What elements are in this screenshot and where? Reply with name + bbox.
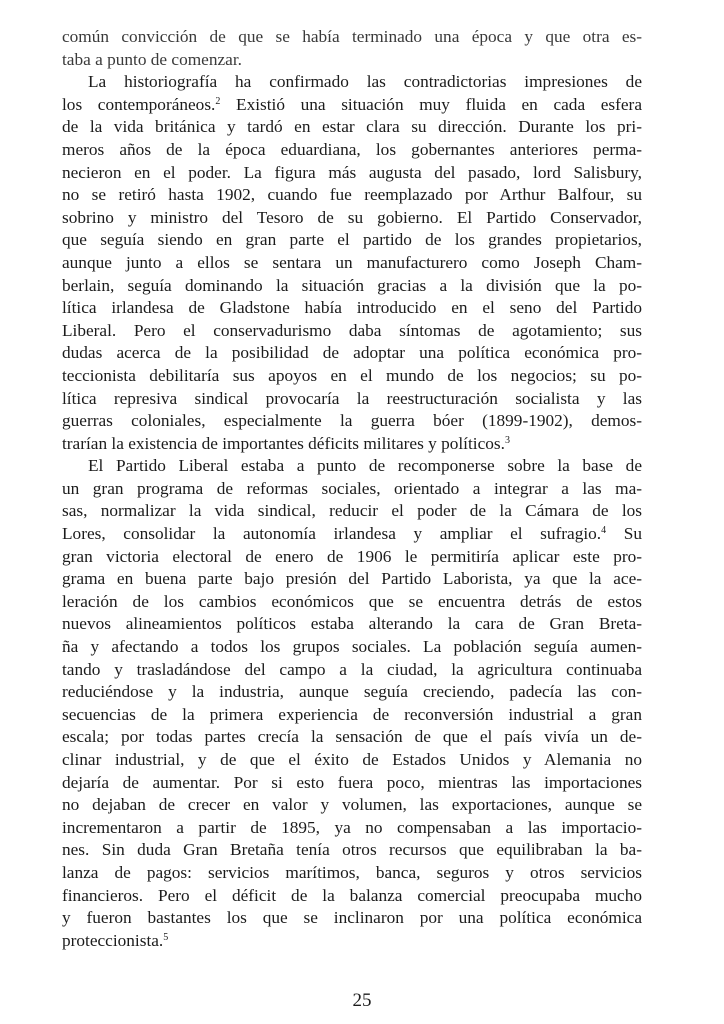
text-run: proteccionista. <box>62 930 164 950</box>
text-line <box>62 162 642 185</box>
text-run: los contemporáneos. <box>62 94 216 114</box>
text-line <box>62 207 642 230</box>
text-line <box>62 500 642 523</box>
text-run: secuencias de la primera experiencia de reconversión industrial a gran <box>62 704 642 724</box>
text-run: dejaría de aumentar. Por si esto fuera poco, mientras las importaciones <box>62 772 642 792</box>
text-run: aunque junto a ellos se sentara un manufacturero como Joseph Cham- <box>62 252 642 272</box>
text-run: un gran programa de reformas sociales, orientado a integrar a las ma- <box>62 478 642 498</box>
text-run: necieron en el poder. La figura más augusta del pasado, lord Salisbury, <box>62 162 642 182</box>
text-run: Su <box>606 524 642 544</box>
paragraph <box>62 455 642 952</box>
text-line <box>62 184 642 207</box>
footnote-ref[interactable]: 4 <box>601 525 607 537</box>
text-line <box>62 433 642 456</box>
text-line <box>62 636 642 659</box>
text-run: meros años de la época eduardiana, los gobernantes anteriores perma- <box>62 139 642 159</box>
text-run: Lores, consolidar la autonomía irlandesa y ampliar el sufragio. <box>62 524 602 544</box>
text-run: nes. Sin duda Gran Bretaña tenía otros recursos que equilibraban la ba- <box>62 840 642 860</box>
text-run: financieros. Pero el déficit de la balanza comercial preocupaba mucho <box>62 885 642 905</box>
text-line <box>62 342 642 365</box>
text-run: común convicción de que se había terminado una época y que otra es- <box>62 27 642 46</box>
text-run: guerras coloniales, especialmente la guerra bóer (1899-1902), demos- <box>62 411 642 431</box>
text-run: berlain, seguía dominando la situación gracias a la división que la po- <box>62 275 642 295</box>
text-line <box>62 26 642 49</box>
text-run: dudas acerca de la posibilidad de adoptar una política económica pro- <box>62 343 642 363</box>
text-line <box>62 388 642 411</box>
text-run: clinar industrial, y de que el éxito de Estados Unidos y Alemania no <box>62 750 642 769</box>
text-line <box>62 568 642 591</box>
text-run: leración de los cambios económicos que se encuentra detrás de estos <box>62 591 642 611</box>
text-line <box>62 297 642 320</box>
text-run: taba a punto de comenzar. <box>62 49 242 69</box>
footnote-ref[interactable]: 2 <box>215 95 221 107</box>
text-line <box>62 523 642 546</box>
text-line <box>62 94 642 117</box>
page-body <box>62 26 642 952</box>
text-line <box>62 49 642 72</box>
text-line <box>62 365 642 388</box>
text-line <box>62 546 642 569</box>
text-line <box>62 252 642 275</box>
text-run: no se retiró hasta 1902, cuando fue reemplazado por Arthur Balfour, su <box>62 185 642 205</box>
text-run: La historiografía ha confirmado las contradictorias impresiones de <box>88 72 642 92</box>
text-run: teccionista debilitaría sus apoyos en el mundo de los negocios; su po- <box>62 365 642 385</box>
text-run: gran victoria electoral de enero de 1906 le permitiría aplicar este pro- <box>62 546 642 566</box>
text-line <box>62 794 642 817</box>
text-run: sas, normalizar la vida sindical, reducir el poder de la Cámara de los <box>62 501 642 521</box>
page-number: 25 <box>352 990 372 1011</box>
text-line <box>62 116 642 139</box>
text-line <box>62 817 642 840</box>
footnote-ref[interactable]: 5 <box>163 931 169 943</box>
footnote-ref[interactable]: 3 <box>504 434 510 446</box>
text-run: de la vida británica y tardó en estar clara su dirección. Durante los pri- <box>62 117 642 137</box>
text-run: trarían la existencia de importantes déficits militares y políticos. <box>62 433 505 453</box>
text-run: y fueron bastantes los que se inclinaron por una política económica <box>62 908 642 928</box>
text-run: escala; por todas partes crecía la sensación de que el país vivía un de- <box>62 727 642 747</box>
text-line <box>62 930 642 953</box>
text-line <box>62 71 642 94</box>
text-run: ña y afectando a todos los grupos sociales. La población seguía aumen- <box>62 637 642 657</box>
text-run: Liberal. Pero el conservadurismo daba síntomas de agotamiento; sus <box>62 320 642 340</box>
text-line <box>62 591 642 614</box>
text-line <box>62 275 642 298</box>
text-line <box>62 659 642 682</box>
text-run: lítica represiva sindical provocaría la reestructuración socialista y las <box>62 388 642 408</box>
text-line <box>62 681 642 704</box>
text-line <box>62 749 642 772</box>
text-line <box>62 885 642 908</box>
text-line <box>62 455 642 478</box>
text-run: lítica irlandesa de Gladstone había introducido en el seno del Partido <box>62 298 642 318</box>
text-line <box>62 772 642 795</box>
text-run: sobrino y ministro del Tesoro de su gobierno. El Partido Conservador, <box>62 207 642 227</box>
text-line <box>62 907 642 930</box>
text-run: que seguía siendo en gran parte el partido de los grandes propietarios, <box>62 230 642 250</box>
text-line <box>62 704 642 727</box>
text-line <box>62 229 642 252</box>
text-line <box>62 139 642 162</box>
text-line <box>62 726 642 749</box>
text-line <box>62 320 642 343</box>
text-line <box>62 613 642 636</box>
text-run: no dejaban de crecer en valor y volumen, las exportaciones, aunque se <box>62 795 642 815</box>
text-line <box>62 478 642 501</box>
paragraph <box>62 71 642 455</box>
text-run: reduciéndose y la industria, aunque seguía creciendo, padecía las con- <box>62 682 642 702</box>
text-line <box>62 862 642 885</box>
text-line <box>62 839 642 862</box>
text-run: nuevos alineamientos políticos estaba alterando la cara de Gran Breta- <box>62 614 642 634</box>
text-run: El Partido Liberal estaba a punto de recomponerse sobre la base de <box>88 456 642 476</box>
text-run: Existió una situación muy fluida en cada esfera <box>220 94 642 114</box>
text-run: lanza de pagos: servicios marítimos, banca, seguros y otros servicios <box>62 862 642 882</box>
text-line <box>62 410 642 433</box>
paragraph <box>62 26 642 71</box>
text-run: tando y trasladándose del campo a la ciudad, la agricultura continuaba <box>62 659 642 679</box>
text-run: incrementaron a partir de 1895, ya no compensaban a las importacio- <box>62 817 642 837</box>
text-run: grama en buena parte bajo presión del Partido Laborista, ya que la ace- <box>62 569 642 589</box>
